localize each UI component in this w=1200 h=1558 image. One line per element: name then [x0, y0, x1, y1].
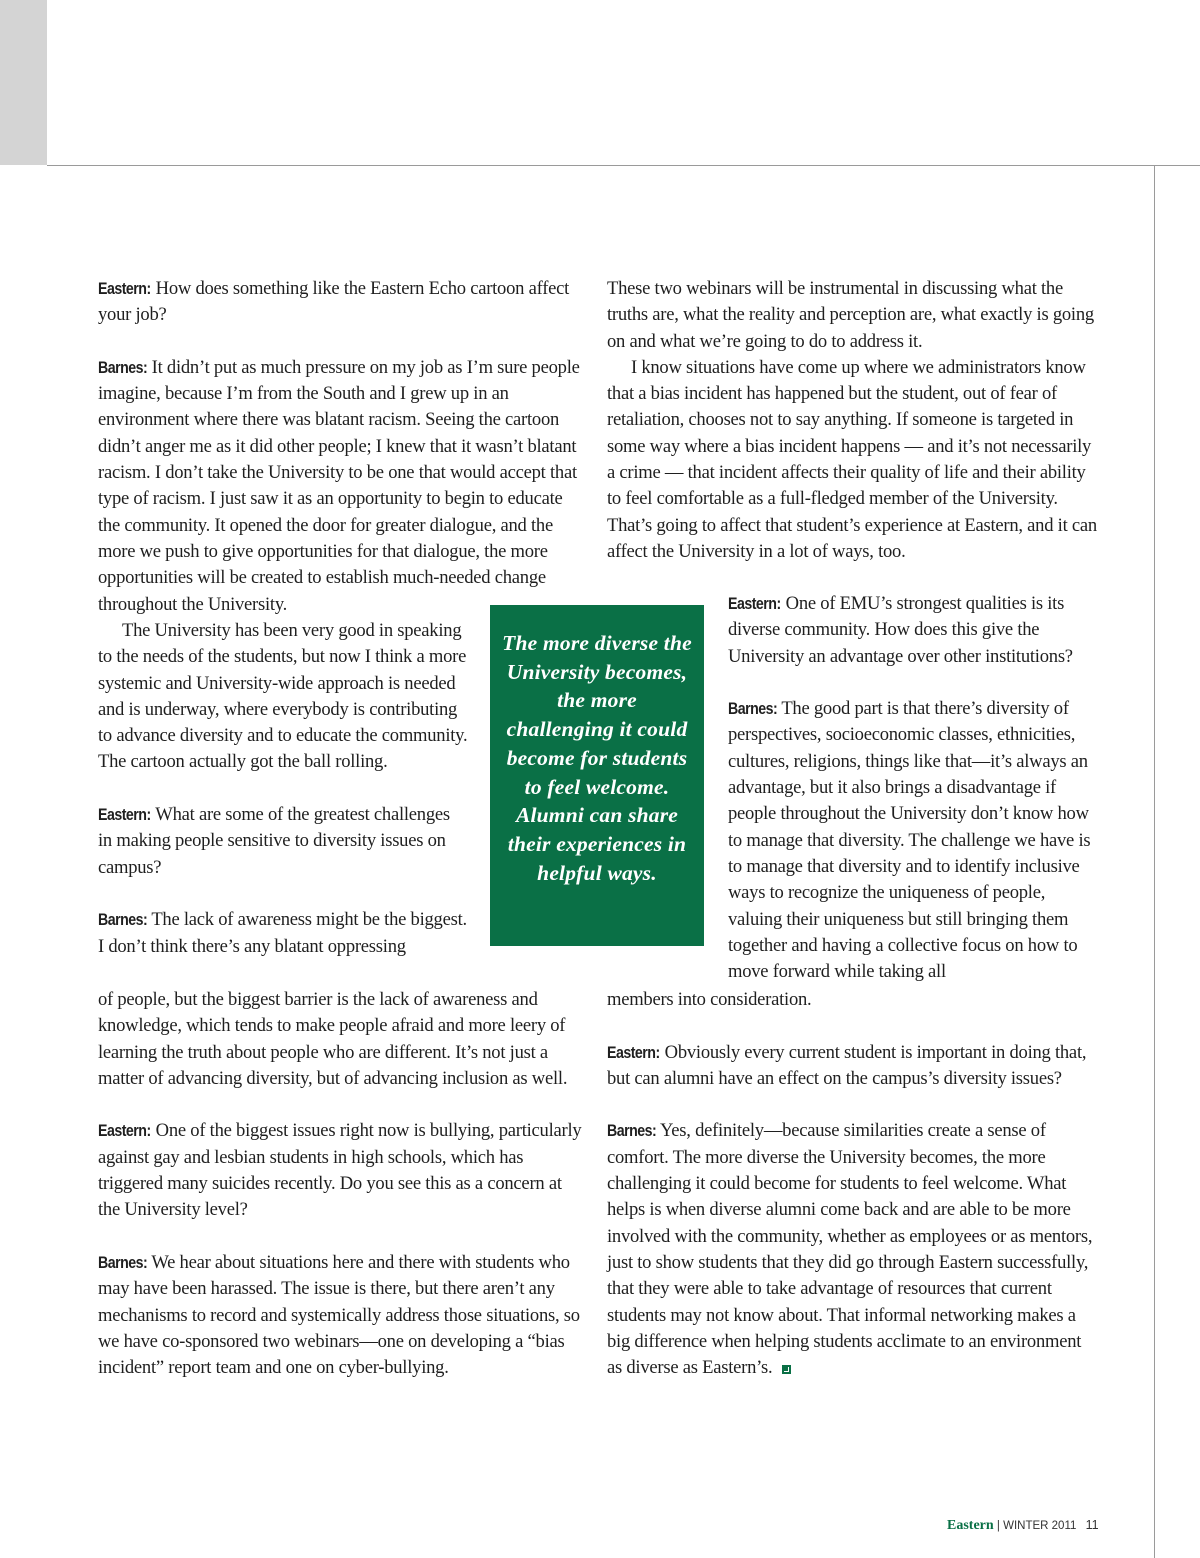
speaker-label: Barnes:	[607, 1122, 657, 1141]
magazine-name: Eastern	[947, 1518, 994, 1533]
speaker-label: Eastern:	[98, 806, 151, 825]
question-text: One of the biggest issues right now is bullying, particularly against gay and lesbian students in high schools, which has triggered many suicides recently. Do you see this as a concern at the University level?	[98, 1120, 582, 1221]
question-2	[98, 802, 468, 881]
answer-3-continued: These two webinars will be instrumental in discussing what the truths are, what the reality and perception are, what exactly is going on and what we’re going to do to address it.	[607, 278, 1094, 352]
answer-2-rest: of people, but the biggest barrier is the lack of awareness and knowledge, which tends to make people afraid and more leery of learning the truth about people who are different. It’s not just a matter of advancing diversity, but of advancing inclusion as well.	[98, 989, 568, 1089]
left-column-bottom	[98, 987, 588, 1381]
answer-5	[607, 1118, 1097, 1381]
speaker-label: Barnes:	[98, 1253, 148, 1272]
answer-4-rest: members into consideration.	[607, 989, 812, 1010]
speaker-label: Barnes:	[98, 911, 148, 930]
left-column-narrow	[98, 618, 468, 960]
answer-text: We hear about situations here and there with students who may have been harassed. The issue is there, but there aren’t any mechanisms to record and systemically address those situations, so we have co-sponsored two webinars—one on developing a “bias incident” report team and one on cyber-bullying.	[98, 1251, 580, 1379]
issue-label: | WINTER 2011	[996, 1520, 1077, 1532]
speaker-label: Barnes:	[98, 358, 148, 377]
answer-1	[98, 355, 588, 618]
top-rule	[47, 165, 1200, 166]
answer-2-start	[98, 907, 468, 960]
speaker-label: Eastern:	[98, 280, 151, 298]
question-text: How does something like the Eastern Echo cartoon affect your job?	[98, 278, 570, 326]
question-1	[98, 276, 588, 329]
left-column-top	[98, 276, 588, 618]
answer-text: The good part is that there’s diversity of perspectives, socioeconomic classes, ethnicities, cultures, religions, things like that—it’s always an advantage, but it also brings a disadvantage if people throughout the University don’t know how to manage that diversity. The challenge we have is to manage that diversity and to identify inclusive ways to recognize the uniqueness of people, valuing their uniqueness but still bringing them together and having a collective focus on how to move forward while taking all	[728, 698, 1091, 983]
speaker-label: Eastern:	[728, 595, 781, 613]
question-5	[607, 1040, 1097, 1093]
speaker-label: Eastern:	[607, 1043, 660, 1062]
pull-quote-text: The more diverse the University becomes, the more challenging it could become for students to feel welcome. Alumni can share their experiences in helpful ways.	[502, 631, 692, 885]
speaker-label: Eastern:	[98, 1122, 151, 1141]
right-column-bottom	[607, 987, 1097, 1381]
answer-3	[98, 1250, 588, 1381]
answer-text: It didn’t put as much pressure on my job as I’m sure people imagine, because I’m from the South and I grew up in an environment where there was blatant racism. Seeing the cartoon didn’t anger me as it did other people; I knew that it wasn’t blatant racism. I don’t take the University to be one that would accept that type of racism. I just saw it as an opportunity to begin to educate the community. It opened the door for greater dialogue, and the more we push to give opportunities for that dialogue, the more opportunities will be created to establish much-needed change throughout the University.	[98, 356, 580, 615]
page-number: 11	[1085, 1518, 1099, 1532]
answer-3-continued-2: I know situations have come up where we administrators know that a bias incident has happened but the student, out of fear of retaliation, chooses not to say anything. If someone is targeted in some way where a bias incident happens — and it’s not necessarily a crime — that incident affects their quality of life and their ability to feel comfortable as a full-fledged member of the University. That’s going to affect that student’s experience at Eastern, and it can affect the University in a lot of ways, too.	[607, 356, 1097, 562]
gray-corner-tab	[0, 0, 47, 165]
answer-4-start	[728, 696, 1098, 985]
end-mark-icon	[782, 1365, 791, 1374]
page-footer	[947, 1517, 1099, 1534]
question-3	[98, 1118, 588, 1223]
question-text: What are some of the greatest challenges in making people sensitive to diversity issues on campus?	[98, 804, 450, 878]
right-rule	[1154, 166, 1155, 1558]
speaker-label: Barnes:	[728, 700, 778, 719]
question-text: One of EMU’s strongest qualities is its diverse community. How does this give the University an advantage over other institutions?	[728, 593, 1073, 667]
answer-1-continued: The University has been very good in speaking to the needs of the students, but now I think a more systemic and University-wide approach is needed and is underway, where everybody is contributing to advance diversity and to educate the community. The cartoon actually got the ball rolling.	[98, 620, 468, 773]
right-column-narrow	[728, 591, 1098, 985]
answer-text: The lack of awareness might be the biggest. I don’t think there’s any blatant oppressing	[98, 909, 467, 957]
pull-quote	[490, 605, 704, 946]
question-text: Obviously every current student is important in doing that, but can alumni have an effect on the campus’s diversity issues?	[607, 1041, 1087, 1089]
answer-text: Yes, definitely—because similarities create a sense of comfort. The more diverse the University becomes, the more challenging it could become for students to feel welcome. What helps is when diverse alumni come back and are able to be more involved with the community, whether as employees or as mentors, just to show students that they did go through Eastern successfully, that they were able to take advantage of resources that current students may not know about. That informal networking makes a big difference when helping students acclimate to an environment as diverse as Eastern’s.	[607, 1120, 1093, 1379]
question-4	[728, 591, 1098, 670]
right-column-top	[607, 276, 1097, 565]
